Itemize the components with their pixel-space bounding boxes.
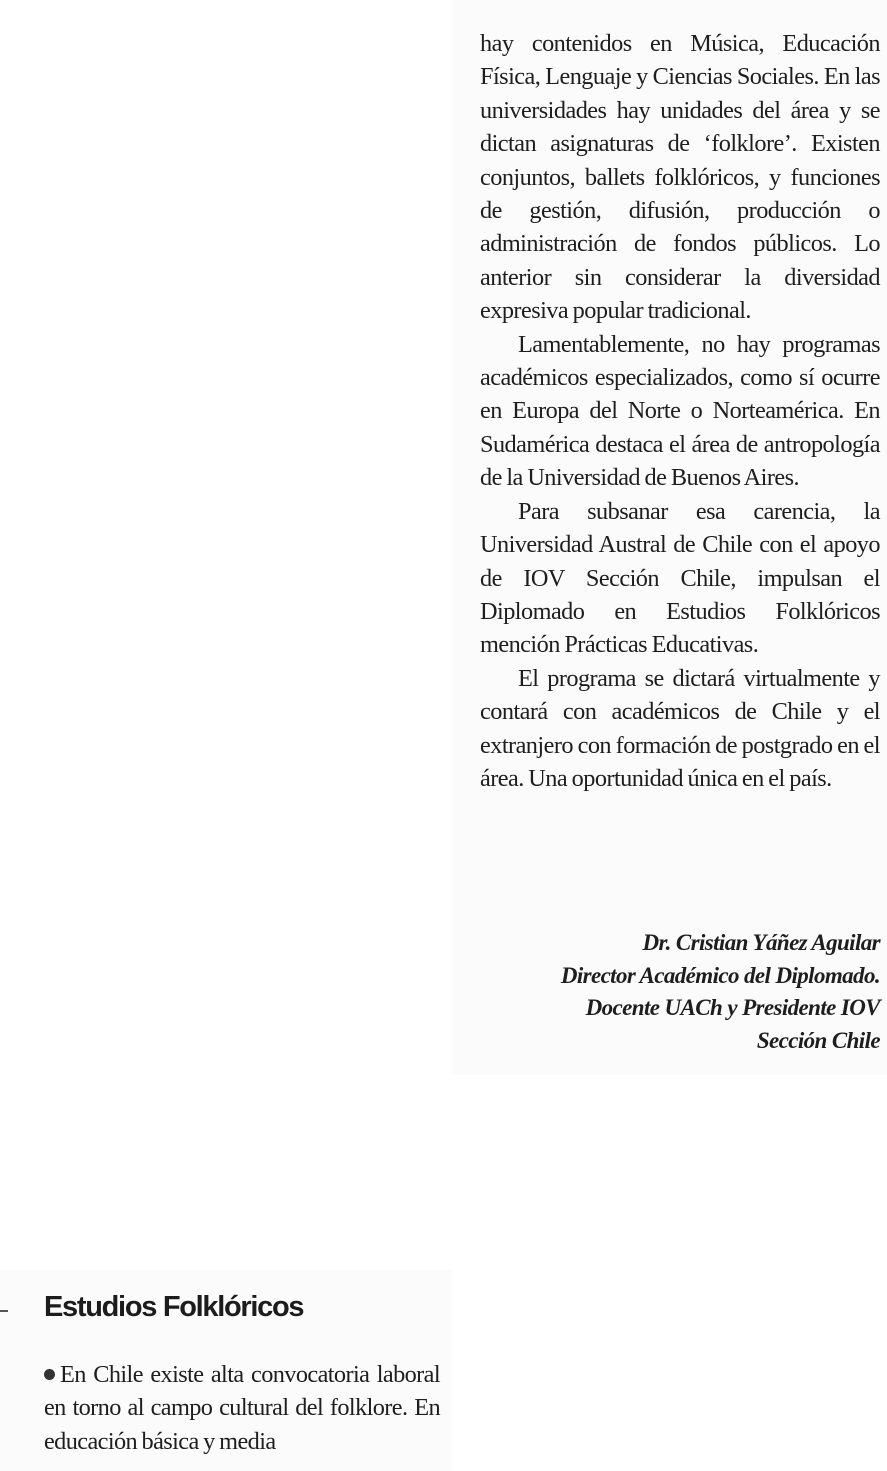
article-column	[452, 0, 887, 1075]
article-paragraph-2: Lamentablemente, no hay programas académicos especializados, como sí ocurre en Europa del Norte o Norteamérica. En Sudamérica destaca el área de antropología de la Universidad de Buenos Aires.	[480, 330, 880, 492]
article-paragraph-1: hay contenidos en Música, Educación Física, Lenguaje y Ciencias Sociales. En las universidades hay unidades del área y se dictan asignaturas de ‘folklore’. Existen conjuntos, ballets folklóricos, y funciones de gestión, difusión, producción o administración de fondos públicos. Lo anterior sin considerar la diversidad expresiva popular tradicional.	[480, 30, 880, 325]
column-divider	[0, 1310, 8, 1312]
section-heading: Estudios Folklóricos	[44, 1291, 304, 1323]
left-column-paragraph	[44, 1358, 440, 1458]
article-paragraph-4: El programa se dictará virtualmente y contará con académicos de Chile y el extranjero con formación de postgrado en el área. Una oportunidad única en el país.	[480, 664, 880, 792]
author-role-line-3: Sección Chile	[756, 1027, 880, 1053]
left-column-text: En Chile existe alta convocatoria laboral en torno al campo cultural del folklore. En educación básica y media	[44, 1361, 440, 1455]
author-role-line-2: Docente UACh y Presidente IOV	[585, 995, 880, 1020]
author-role-line-1: Director Académico del Diplomado.	[560, 962, 880, 988]
article-paragraph-3: Para subsanar esa carencia, la Universidad Austral de Chile con el apoyo de IOV Sección Chile, impulsan el Diplomado en Estudios Folklóricos mención Prácticas Educativas.	[480, 497, 880, 659]
author-signature	[452, 927, 880, 1057]
author-name: Dr. Cristian Yáñez Aguilar	[642, 930, 880, 955]
bullet-icon	[44, 1369, 55, 1380]
article-body	[480, 27, 880, 795]
